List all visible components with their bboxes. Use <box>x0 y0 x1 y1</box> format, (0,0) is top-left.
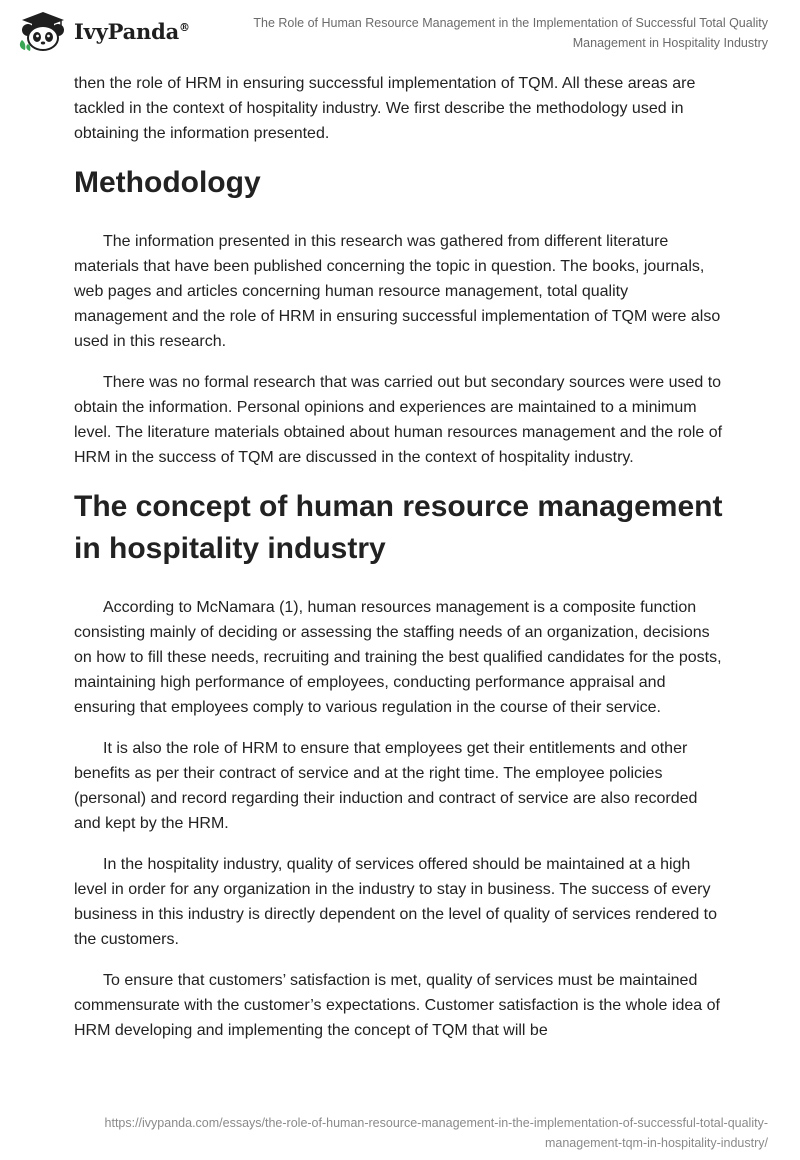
concept-paragraph-3: In the hospitality industry, quality of services offered should be maintained at a high level in order for any organization in the industry to stay in business. The success of every business in this industry is directly dependent on the level of quality of services rendered to the customers. <box>74 856 718 948</box>
url-line-2: management-tqm-in-hospitality-industry/ <box>544 1136 768 1150</box>
methodology-heading: Methodology <box>74 166 261 199</box>
methodology-paragraph-1: The information presented in this research was gathered from different literature materials that have been published concerning the topic in question. The books, journals, web pages and articles concerning human resource management, total quality management and the role of HRM in ensuring successful implementation of TQM were also used in this research. <box>74 233 721 350</box>
ivypanda-logo[interactable] <box>16 10 190 52</box>
concept-paragraph-1: According to McNamara (1), human resources management is a composite function consisting mainly of deciding or assessing the staffing needs of an organization, decisions on how to fill these needs, recruiting and training the best qualified candidates for the posts, maintaining high performance of employees, conducting performance appraisal and ensuring that employees comply to various regulation in the course of their service. <box>74 599 722 716</box>
concept-paragraph-2: It is also the role of HRM to ensure that employees get their entitlements and other benefits as per their contract of service and at the right time. The employee policies (personal) and record regarding their induction and contract of service are also recorded and kept by the HRM. <box>74 740 698 832</box>
source-url[interactable] <box>68 1113 768 1153</box>
title-line-1: The Role of Human Resource Management in the Implementation of Successful Total Quality <box>253 16 768 30</box>
title-line-2: Management in Hospitality Industry <box>572 36 768 50</box>
concept-paragraph-4: To ensure that customers’ satisfaction is met, quality of services must be maintained commensurate with the customer’s expectations. Customer satisfaction is the whole idea of HRM developing and implementing the concept of TQM that will be <box>74 972 720 1039</box>
document-title <box>208 13 768 53</box>
intro-paragraph: then the role of HRM in ensuring successful implementation of TQM. All these areas are tackled in the context of hospitality industry. We first describe the methodology used in obtaining the information presented. <box>74 75 696 142</box>
concept-heading: The concept of human resource management in hospitality industry <box>74 490 723 565</box>
panda-icon <box>16 10 70 52</box>
methodology-paragraph-2: There was no formal research that was carried out but secondary sources were used to obtain the information. Personal opinions and experiences are maintained to a minimum level. The literature materials obtained about human resources management and the role of HRM in the success of TQM are discussed in the context of hospitality industry. <box>74 374 723 466</box>
page-header <box>0 0 800 64</box>
url-line-1: https://ivypanda.com/essays/the-role-of-human-resource-management-in-the-implementation-of-successful-total-quality- <box>104 1116 768 1130</box>
brand-name: IvyPanda® <box>74 18 190 44</box>
essay-body <box>74 71 724 1059</box>
